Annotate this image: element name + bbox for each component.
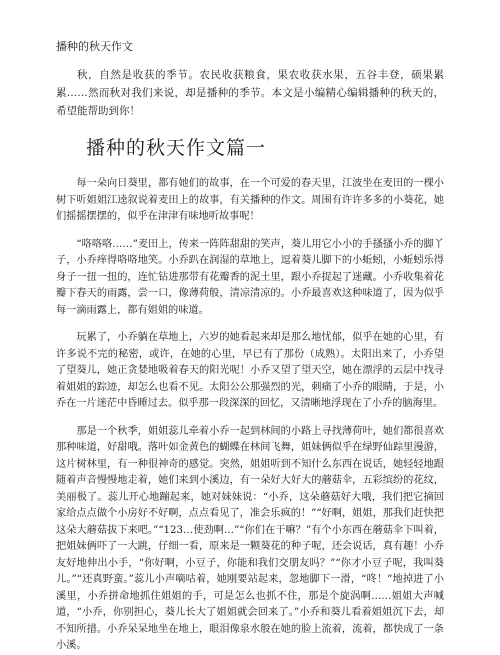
body-paragraph-3: 玩累了，小乔躺在草地上，六岁的她看起来却是那么地忧郁，似乎在她的心里，有许多说不完的秘密，或许，在她的心里，早已有了那份（成熟）。太阳出来了，小乔望了望葵儿，她正贪婪地吸着春天的阳光呢！小乔又望了望天空，她在漂浮的云层中找寻着姐姐的踪迹，却怎么也看不见。太阳公公那强烈的光，刺痛了小乔的眼睛，于是，小乔在一片迷茫中昏睡过去。似乎那一段深深的回忆，又清晰地浮现在了小乔的脑海里。 (56, 332, 444, 409)
body-paragraph-2: “咯咯咯……”麦田上，传来一阵阵甜甜的笑声，葵儿用它小小的手搔搔小乔的脚丫子，小乔痒得咯咯地笑。小乔趴在润湿的草地上，逗着葵儿脚下的小蚯蚓，小蚯蚓乐得身子一扭一扭的，连忙钻进那带有花瓣香的泥土里，跟小乔捉起了迷藏。小乔收集着花瓣下春天的雨露，尝一口，像薄荷般，清凉清凉的。小乔最喜欢这种味道了，因为似乎每一滴雨露上，都有姐姐的味道。 (56, 238, 444, 316)
document-title: 播种的秋天作文 (56, 40, 133, 53)
body-paragraph-1: 每一朵向日葵里，都有她们的故事，在一个可爱的春天里，江波坐在麦田的一棵小树下听姐姐江逵叙说着麦田上的故事，有关播种的作文。周围有许许多多的小葵花，她们摇摇摆摆的，似乎在津津有味地听故事呢！ (56, 178, 444, 222)
section-heading: 播种的秋天作文篇一 (86, 137, 267, 159)
body-paragraph-4: 那是一个秋季，姐姐蕊儿牵着小乔一起到林间的小路上寻找薄荷叶，她们都很喜欢那种味道，好甜哦。落叶如金黄色的蝴蝶在林间飞舞，姐妹俩似乎在绿野仙踪里漫游，这片树林里，有一种很神奇的感觉。突然，姐姐听到不知什么东西在说话，她轻轻地跟随着声音慢慢地走着，她们来到小溪边，有一朵好大好大的蘑菇伞，五彩缤纷的花纹，美丽极了。蕊儿开心地蹦起来，她对妹妹说：“小乔，这朵蘑菇好大哦，我们把它摘回家给点点做个小房好不好啊，点点看见了，准会乐疯的！”“好啊，姐姐，那我们赶快把这朵大蘑菇拔下来吧。”“123…使劲啊…”“你们在干嘛？”有个小东西在蘑菇伞下叫着，把姐妹俩吓了一大跳，仔细一看，原来是一颗葵花的种子呢，还会说话，真有趣！小乔友好地伸出小手，“你好啊，小豆子，你能和我们交朋友吗？”“你才小豆子呢，我叫葵儿。”“还真野蛮。”蕊儿小声嘀咕着，她刚要站起来，忽地脚下一滑，“咚！”地掉进了小溪里，小乔拼命地抓住姐姐的手，可是怎么也抓不住，那是个旋涡啊……姐姐大声喊道，“小乔，你别担心，葵儿长大了姐姐就会回来了。”小乔和葵儿看着姐姐沉下去，却不知所措。小乔呆呆地坐在地上，眼泪像泉水般在她的脸上流着，流着，都快成了一条小溪。 (56, 425, 444, 651)
intro-paragraph: 秋，自然是收获的季节。农民收获粮食，果农收获水果，五谷丰登，硕果累累……然而秋对我们来说，却是播种的季节。本文是小编精心编辑播种的秋天的，希望能帮助到你！ (56, 69, 444, 117)
